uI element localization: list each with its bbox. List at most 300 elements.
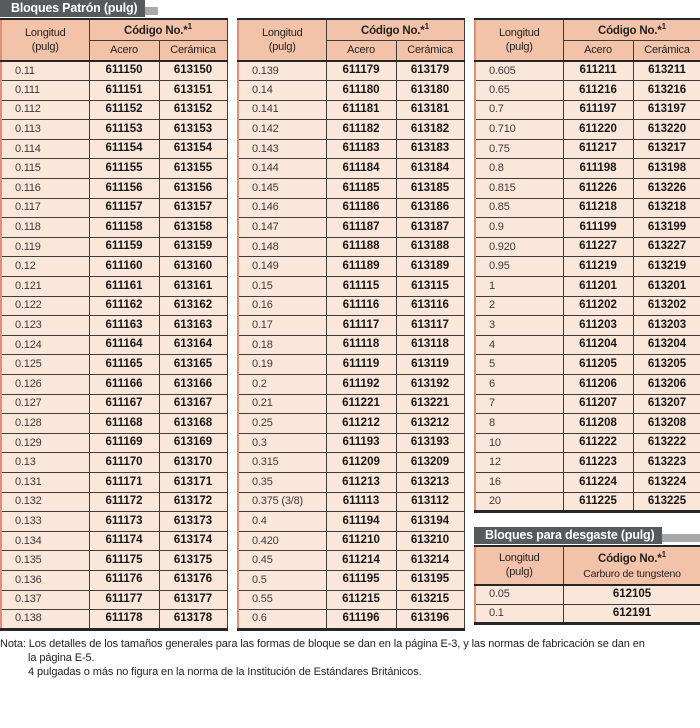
table-row: [238, 81, 464, 101]
table-row: [238, 120, 464, 140]
length-cell: 0.605: [475, 61, 563, 81]
length-cell: 0.17: [238, 316, 326, 336]
code-ceramica-cell: 613150: [159, 61, 227, 81]
code-ceramica-cell: 613178: [159, 610, 227, 630]
length-cell: 0.132: [1, 492, 89, 512]
section-title-desgaste: [474, 527, 700, 544]
length-cell: 0.128: [1, 414, 89, 434]
code-ceramica-cell: 613173: [159, 512, 227, 532]
length-cell: 0.14: [238, 81, 326, 101]
table-row: [238, 570, 464, 590]
code-ceramica-cell: 613197: [633, 100, 700, 120]
length-cell: 0.134: [1, 531, 89, 551]
code-ceramica-cell: 613186: [396, 198, 464, 218]
table-row: [475, 316, 700, 336]
length-cell: 0.117: [1, 198, 89, 218]
length-cell: 7: [475, 394, 563, 414]
code-ceramica-cell: 613184: [396, 159, 464, 179]
length-cell: 0.420: [238, 531, 326, 551]
length-cell: 0.21: [238, 394, 326, 414]
code-acero-cell: 611152: [89, 100, 159, 120]
table-row: [475, 81, 700, 101]
code-carbide-cell: 612191: [563, 604, 700, 624]
length-cell: 12: [475, 453, 563, 473]
code-acero-cell: 611154: [89, 139, 159, 159]
code-ceramica-cell: 613112: [396, 492, 464, 512]
column-header-codigo: [89, 19, 227, 40]
length-cell: 0.6: [238, 610, 326, 630]
code-ceramica-cell: 613153: [159, 120, 227, 140]
code-ceramica-cell: 613219: [633, 257, 700, 277]
codigo-footnote-marker: 1: [661, 550, 667, 560]
code-ceramica-cell: 613181: [396, 100, 464, 120]
code-ceramica-cell: 613166: [159, 375, 227, 395]
patron-column-2: [237, 0, 463, 631]
table-row: [1, 81, 227, 101]
length-cell: 0.125: [1, 355, 89, 375]
length-cell: 0.146: [238, 198, 326, 218]
code-ceramica-cell: 613209: [396, 453, 464, 473]
longitud-label: Longitud: [498, 552, 540, 565]
length-cell: 0.7: [475, 100, 563, 120]
column-header-longitud: [1, 19, 89, 61]
code-ceramica-cell: 613117: [396, 316, 464, 336]
longitud-label: Longitud: [24, 26, 66, 39]
column-header-acero: Acero: [89, 40, 159, 61]
length-cell: 0.13: [1, 453, 89, 473]
code-ceramica-cell: 613206: [633, 375, 700, 395]
table-row: [1, 257, 227, 277]
code-acero-cell: 611162: [89, 296, 159, 316]
code-ceramica-cell: 613152: [159, 100, 227, 120]
column-header-acero: Acero: [563, 40, 633, 61]
gauge-block-table-2: [237, 18, 465, 631]
code-ceramica-cell: 613116: [396, 296, 464, 316]
code-ceramica-cell: 613221: [396, 394, 464, 414]
code-ceramica-cell: 613187: [396, 218, 464, 238]
length-cell: 0.124: [1, 335, 89, 355]
table-row: [238, 61, 464, 81]
code-acero-cell: 611215: [326, 590, 396, 610]
length-cell: 0.3: [238, 433, 326, 453]
code-acero-cell: 611180: [326, 81, 396, 101]
table-body-3: [475, 61, 700, 512]
code-ceramica-cell: 613179: [396, 61, 464, 81]
table-row: [1, 335, 227, 355]
table-row: [238, 159, 464, 179]
longitud-unit-label: (pulg): [505, 41, 533, 53]
code-ceramica-cell: 613163: [159, 316, 227, 336]
length-cell: 0.136: [1, 570, 89, 590]
table-row: [238, 100, 464, 120]
code-acero-cell: 611171: [89, 472, 159, 492]
length-cell: 0.111: [1, 81, 89, 101]
wear-table-body: [475, 585, 700, 624]
code-acero-cell: 611119: [326, 355, 396, 375]
length-cell: 0.127: [1, 394, 89, 414]
code-ceramica-cell: 613210: [396, 531, 464, 551]
footnote: [0, 637, 700, 679]
code-acero-cell: 611117: [326, 316, 396, 336]
code-ceramica-cell: 613115: [396, 277, 464, 297]
gauge-block-table-1: [0, 18, 228, 631]
code-ceramica-cell: 613160: [159, 257, 227, 277]
code-acero-cell: 611159: [89, 237, 159, 257]
code-ceramica-cell: 613168: [159, 414, 227, 434]
length-cell: 0.710: [475, 120, 563, 140]
code-ceramica-cell: 613188: [396, 237, 464, 257]
code-acero-cell: 611210: [326, 531, 396, 551]
table-row: [1, 394, 227, 414]
length-cell: 0.116: [1, 179, 89, 199]
code-ceramica-cell: 613177: [159, 590, 227, 610]
code-acero-cell: 611173: [89, 512, 159, 532]
code-ceramica-cell: 613189: [396, 257, 464, 277]
code-acero-cell: 611221: [326, 394, 396, 414]
table-row: [475, 453, 700, 473]
length-cell: 0.920: [475, 237, 563, 257]
title-tail-bar: [145, 7, 158, 15]
code-acero-cell: 611198: [563, 159, 633, 179]
length-cell: 0.9: [475, 218, 563, 238]
table-row: [238, 492, 464, 512]
code-ceramica-cell: 613216: [633, 81, 700, 101]
length-cell: 0.149: [238, 257, 326, 277]
table-row: [1, 237, 227, 257]
length-cell: 0.12: [1, 257, 89, 277]
table-row: [1, 531, 227, 551]
code-acero-cell: 611185: [326, 179, 396, 199]
code-acero-cell: 611163: [89, 316, 159, 336]
length-cell: 0.8: [475, 159, 563, 179]
code-acero-cell: 611209: [326, 453, 396, 473]
code-acero-cell: 611223: [563, 453, 633, 473]
footnote-label: Nota:: [0, 637, 26, 650]
column-header-carburo: [563, 546, 700, 584]
section-title-desgaste-label: Bloques para desgaste (pulg): [474, 527, 662, 544]
table-row: [475, 120, 700, 140]
table-row: [238, 512, 464, 532]
code-acero-cell: 611187: [326, 218, 396, 238]
code-acero-cell: 611153: [89, 120, 159, 140]
spacer: [237, 0, 463, 18]
length-cell: 0.35: [238, 472, 326, 492]
code-ceramica-cell: 613167: [159, 394, 227, 414]
code-acero-cell: 611202: [563, 296, 633, 316]
length-cell: 0.11: [1, 61, 89, 81]
table-row: [1, 159, 227, 179]
code-acero-cell: 611167: [89, 394, 159, 414]
table-row: [1, 198, 227, 218]
length-cell: 0.145: [238, 179, 326, 199]
length-cell: 0.115: [1, 159, 89, 179]
column-header-longitud: [238, 19, 326, 61]
code-acero-cell: 611189: [326, 257, 396, 277]
table-row: [1, 551, 227, 571]
code-acero-cell: 611116: [326, 296, 396, 316]
code-ceramica-cell: 613192: [396, 375, 464, 395]
title-tail-bar: [662, 534, 700, 542]
code-acero-cell: 611224: [563, 472, 633, 492]
table-row: [1, 492, 227, 512]
length-cell: 0.112: [1, 100, 89, 120]
table-row: [1, 610, 227, 630]
codigo-label: Código No.*$^1$: [597, 550, 667, 565]
code-ceramica-cell: 613202: [633, 296, 700, 316]
length-cell: 10: [475, 433, 563, 453]
table-row: [475, 472, 700, 492]
length-cell: 0.122: [1, 296, 89, 316]
length-cell: 0.121: [1, 277, 89, 297]
table-row: [1, 472, 227, 492]
table-row: [1, 179, 227, 199]
code-acero-cell: 611186: [326, 198, 396, 218]
table-row: [1, 218, 227, 238]
table-row: [475, 375, 700, 395]
code-ceramica-cell: 613194: [396, 512, 464, 532]
code-ceramica-cell: 613151: [159, 81, 227, 101]
table-row: [475, 61, 700, 81]
codigo-label: Código No.*: [123, 24, 188, 37]
table-row: [475, 296, 700, 316]
length-cell: 0.75: [475, 139, 563, 159]
table-row: [475, 198, 700, 218]
code-acero-cell: 611219: [563, 257, 633, 277]
table-row: [238, 277, 464, 297]
length-cell: 0.815: [475, 179, 563, 199]
code-acero-cell: 611161: [89, 277, 159, 297]
length-cell: 0.113: [1, 120, 89, 140]
column-header-ceramica: Cerámica: [159, 40, 227, 61]
length-cell: 0.2: [238, 375, 326, 395]
code-ceramica-cell: 613203: [633, 316, 700, 336]
table-row: [1, 512, 227, 532]
code-ceramica-cell: 613183: [396, 139, 464, 159]
code-acero-cell: 611204: [563, 335, 633, 355]
length-cell: 0.141: [238, 100, 326, 120]
spacer: [474, 0, 700, 18]
table-row: [238, 179, 464, 199]
length-cell: 0.119: [1, 237, 89, 257]
code-acero-cell: 611172: [89, 492, 159, 512]
code-acero-cell: 611181: [326, 100, 396, 120]
table-row: [238, 414, 464, 434]
code-ceramica-cell: 613208: [633, 414, 700, 434]
table-body-1: [1, 61, 227, 629]
table-row: [1, 296, 227, 316]
length-cell: 0.85: [475, 198, 563, 218]
length-cell: 0.114: [1, 139, 89, 159]
table-row: [238, 296, 464, 316]
footnote-line-2: la página E-5.: [28, 651, 95, 664]
code-ceramica-cell: 613185: [396, 179, 464, 199]
wear-blocks-section: [474, 527, 700, 625]
code-ceramica-cell: 613172: [159, 492, 227, 512]
code-ceramica-cell: 613225: [633, 492, 700, 512]
code-acero-cell: 611166: [89, 375, 159, 395]
code-acero-cell: 611194: [326, 512, 396, 532]
code-acero-cell: 611150: [89, 61, 159, 81]
table-row: [238, 139, 464, 159]
length-cell: 0.5: [238, 570, 326, 590]
code-acero-cell: 611214: [326, 551, 396, 571]
section-title-patron-label: Bloques Patrón (pulg): [0, 0, 145, 17]
table-row: [238, 472, 464, 492]
code-ceramica-cell: 613213: [396, 472, 464, 492]
length-cell: 0.144: [238, 159, 326, 179]
length-cell: 0.4: [238, 512, 326, 532]
table-row: [1, 433, 227, 453]
table-row: [1, 100, 227, 120]
code-ceramica-cell: 613155: [159, 159, 227, 179]
gauge-block-table-3: [474, 18, 700, 513]
table-row: [475, 257, 700, 277]
length-cell: 3: [475, 316, 563, 336]
table-row: [475, 355, 700, 375]
code-acero-cell: 611160: [89, 257, 159, 277]
code-acero-cell: 611177: [89, 590, 159, 610]
table-row: [475, 179, 700, 199]
length-cell: 0.375 (3/8): [238, 492, 326, 512]
code-ceramica-cell: 613159: [159, 237, 227, 257]
code-ceramica-cell: 613156: [159, 179, 227, 199]
table-row: [475, 394, 700, 414]
code-acero-cell: 611222: [563, 433, 633, 453]
wear-block-table: [474, 545, 700, 625]
code-acero-cell: 611199: [563, 218, 633, 238]
code-acero-cell: 611184: [326, 159, 396, 179]
code-ceramica-cell: 613218: [633, 198, 700, 218]
code-acero-cell: 611206: [563, 375, 633, 395]
code-acero-cell: 611217: [563, 139, 633, 159]
code-acero-cell: 611178: [89, 610, 159, 630]
code-ceramica-cell: 613165: [159, 355, 227, 375]
code-acero-cell: 611183: [326, 139, 396, 159]
codigo-label: Código No.*: [597, 24, 662, 37]
length-cell: 0.315: [238, 453, 326, 473]
length-cell: 0.05: [475, 585, 563, 605]
column-header-longitud: [475, 546, 563, 584]
length-cell: 0.143: [238, 139, 326, 159]
code-acero-cell: 611208: [563, 414, 633, 434]
code-ceramica-cell: 613201: [633, 277, 700, 297]
length-cell: 0.19: [238, 355, 326, 375]
length-cell: 0.95: [475, 257, 563, 277]
table-row: [1, 316, 227, 336]
length-cell: 0.147: [238, 218, 326, 238]
code-ceramica-cell: 613193: [396, 433, 464, 453]
code-acero-cell: 611226: [563, 179, 633, 199]
code-ceramica-cell: 613199: [633, 218, 700, 238]
code-acero-cell: 611176: [89, 570, 159, 590]
code-carbide-cell: 612105: [563, 585, 700, 605]
length-cell: 0.65: [475, 81, 563, 101]
table-row: [238, 257, 464, 277]
footnote-text: Los detalles de los tamaños generales para las formas de bloque se dan en la página E-3, y las normas de fabricación se dan en: [28, 637, 645, 650]
patron-column-3: [474, 0, 700, 631]
length-cell: 0.142: [238, 120, 326, 140]
code-acero-cell: 611169: [89, 433, 159, 453]
code-ceramica-cell: 613119: [396, 355, 464, 375]
length-cell: 0.138: [1, 610, 89, 630]
code-ceramica-cell: 613220: [633, 120, 700, 140]
code-ceramica-cell: 613161: [159, 277, 227, 297]
table-row: [475, 139, 700, 159]
code-acero-cell: 611220: [563, 120, 633, 140]
code-ceramica-cell: 613212: [396, 414, 464, 434]
column-header-codigo: [326, 19, 464, 40]
code-acero-cell: 611168: [89, 414, 159, 434]
table-row: [475, 335, 700, 355]
code-ceramica-cell: 613205: [633, 355, 700, 375]
length-cell: 0.135: [1, 551, 89, 571]
code-acero-cell: 611188: [326, 237, 396, 257]
table-body-2: [238, 61, 464, 629]
table-row: [1, 570, 227, 590]
table-row: [238, 453, 464, 473]
code-ceramica-cell: 613180: [396, 81, 464, 101]
length-cell: 0.148: [238, 237, 326, 257]
code-acero-cell: 611115: [326, 277, 396, 297]
table-row: [475, 237, 700, 257]
code-acero-cell: 611170: [89, 453, 159, 473]
table-row: [475, 277, 700, 297]
table-row: [1, 590, 227, 610]
code-acero-cell: 611174: [89, 531, 159, 551]
code-acero-cell: 611175: [89, 551, 159, 571]
table-row: [1, 355, 227, 375]
column-header-ceramica: Cerámica: [633, 40, 700, 61]
code-acero-cell: 611213: [326, 472, 396, 492]
code-ceramica-cell: 613175: [159, 551, 227, 571]
length-cell: 0.45: [238, 551, 326, 571]
length-cell: 0.133: [1, 512, 89, 532]
length-cell: 5: [475, 355, 563, 375]
code-ceramica-cell: 613176: [159, 570, 227, 590]
table-row: [238, 394, 464, 414]
length-cell: 4: [475, 335, 563, 355]
code-acero-cell: 611218: [563, 198, 633, 218]
code-acero-cell: 611164: [89, 335, 159, 355]
length-cell: 0.15: [238, 277, 326, 297]
codigo-footnote-marker: 1: [424, 21, 430, 31]
code-acero-cell: 611113: [326, 492, 396, 512]
code-ceramica-cell: 613227: [633, 237, 700, 257]
code-acero-cell: 611203: [563, 316, 633, 336]
table-row: [475, 604, 700, 624]
table-row: [238, 551, 464, 571]
table-row: [475, 414, 700, 434]
code-ceramica-cell: 613198: [633, 159, 700, 179]
code-ceramica-cell: 613224: [633, 472, 700, 492]
code-ceramica-cell: 613211: [633, 61, 700, 81]
table-row: [238, 355, 464, 375]
code-acero-cell: 611155: [89, 159, 159, 179]
code-ceramica-cell: 613207: [633, 394, 700, 414]
code-ceramica-cell: 613171: [159, 472, 227, 492]
code-acero-cell: 611192: [326, 375, 396, 395]
code-acero-cell: 611118: [326, 335, 396, 355]
code-ceramica-cell: 613217: [633, 139, 700, 159]
code-ceramica-cell: 613196: [396, 610, 464, 630]
length-cell: 0.55: [238, 590, 326, 610]
table-row: [238, 531, 464, 551]
length-cell: 0.123: [1, 316, 89, 336]
code-acero-cell: 611151: [89, 81, 159, 101]
table-row: [238, 590, 464, 610]
code-acero-cell: 611197: [563, 100, 633, 120]
length-cell: 0.137: [1, 590, 89, 610]
